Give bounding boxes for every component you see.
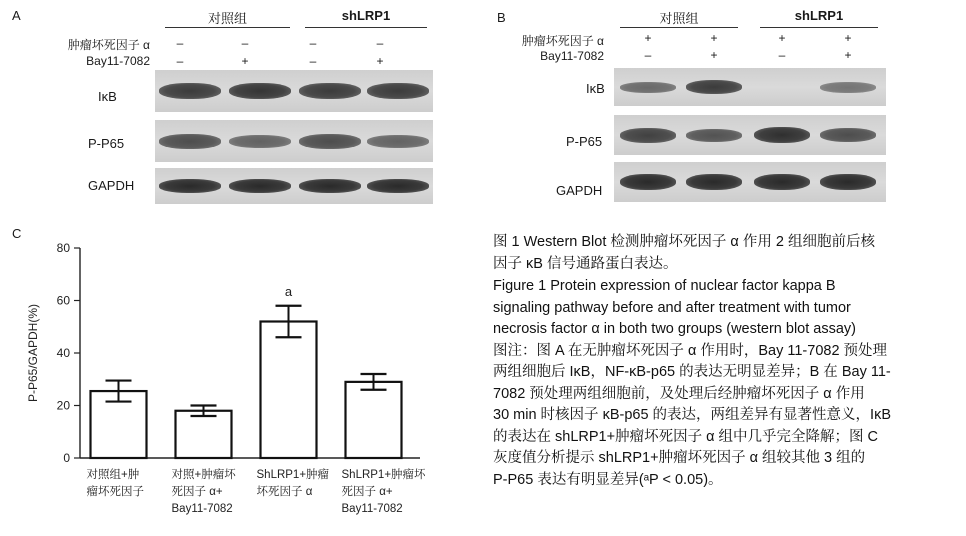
x-tick-label: 坏死因子 α <box>256 486 313 498</box>
condition-mark: + <box>710 48 718 62</box>
panel-a-blot-gapdh <box>155 168 433 204</box>
bar <box>346 382 402 458</box>
blot-band <box>620 128 676 143</box>
blot-band <box>229 179 291 193</box>
condition-mark: – <box>309 54 317 68</box>
caption-line: necrosis factor α in both two groups (western blot assay) <box>493 321 856 337</box>
panel-a-condition-tnf: 肿瘤坏死因子 α <box>67 38 150 52</box>
panel-b-blot-pp65 <box>614 115 886 155</box>
panel-b-group-control: 对照组 <box>659 11 699 26</box>
condition-mark: + <box>376 54 384 68</box>
bar <box>176 411 232 458</box>
caption-line: 7082 预处理两组细胞前，及处理后经肿瘤坏死因子 α 作用 <box>493 385 865 402</box>
blot-band <box>229 83 291 99</box>
y-tick-label: 80 <box>56 241 70 255</box>
x-tick-label: 对照组+肿 <box>86 469 140 481</box>
panel-b-blot-gapdh <box>614 162 886 202</box>
condition-mark: – <box>176 54 184 68</box>
blot-band <box>820 82 876 93</box>
panel-b-blot-ikb <box>614 68 886 106</box>
panel-b-group-shlrp1: shLRP1 <box>794 8 844 23</box>
panel-a-group-control-line <box>165 27 290 28</box>
panel-a-condition-bay: Bay11-7082 <box>86 54 150 68</box>
condition-mark: + <box>844 31 852 45</box>
panel-a-letter: A <box>12 8 21 23</box>
caption-line: 的表达在 shLRP1+肿瘤坏死因子 α 组中几乎完全降解；图 C <box>493 428 879 445</box>
x-tick-label: 死因子 α+ <box>341 486 393 498</box>
x-tick-label: 对照+肿瘤坏 <box>171 469 236 481</box>
panel-b-group-control-line <box>620 27 738 28</box>
significance-marker: a <box>284 283 293 299</box>
blot-band <box>620 82 676 93</box>
condition-mark: + <box>644 31 652 45</box>
panel-c-letter: C <box>12 226 22 241</box>
panel-a-group-shlrp1-line <box>305 27 427 28</box>
panel-a-row-label: GAPDH <box>88 178 135 193</box>
panel-b-row-label: IκB <box>586 81 605 96</box>
panel-a-group-control: 对照组 <box>207 11 247 26</box>
caption-line: 两组细胞后 IκB，NF-κB-p65 的表达无明显差异；B 在 Bay 11- <box>493 364 891 380</box>
condition-mark: + <box>241 54 249 68</box>
condition-mark: – <box>309 36 317 50</box>
blot-band <box>686 80 742 94</box>
x-tick-label: 死因子 α+ <box>171 486 223 498</box>
condition-mark: + <box>710 31 718 45</box>
figure-caption <box>493 232 963 491</box>
panel-b-row-label: GAPDH <box>556 183 603 198</box>
condition-mark: – <box>176 36 184 50</box>
x-tick-label: Bay11-7082 <box>341 503 403 515</box>
blot-band <box>299 179 361 193</box>
y-tick-label: 40 <box>56 346 70 360</box>
y-tick-label: 0 <box>63 451 70 465</box>
panel-a-row-label: IκB <box>98 89 117 104</box>
blot-band <box>367 135 429 148</box>
panel-a-group-shlrp1: shLRP1 <box>341 8 391 23</box>
x-tick-label: Bay11-7082 <box>171 503 233 515</box>
x-tick-label: ShLRP1+肿瘤坏 <box>341 469 426 481</box>
blot-band <box>159 134 221 149</box>
panel-b-row-label: P-P65 <box>566 134 603 149</box>
caption-line: 30 min 时核因子 κB-p65 的表达，两组差异有显著性意义，IκB <box>493 407 891 423</box>
bar-chart <box>0 235 480 535</box>
panel-a-row-label: P-P65 <box>88 136 125 151</box>
condition-mark: + <box>844 48 852 62</box>
caption-line: 灰度值分析提示 shLRP1+肿瘤坏死因子 α 组较其他 3 组的 <box>493 450 866 466</box>
panel-a-blot-ikb <box>155 70 433 112</box>
blot-band <box>367 179 429 193</box>
y-axis-label: P-P65/GAPDH(%) <box>26 303 40 403</box>
y-tick-label: 60 <box>56 293 70 308</box>
blot-band <box>754 174 810 190</box>
caption-line: 图 1 Western Blot 检测肿瘤坏死因子 α 作用 2 组细胞前后核 <box>493 234 875 250</box>
blot-band <box>820 128 876 142</box>
caption-line: 因子 κB 信号通路蛋白表达。 <box>493 255 678 272</box>
condition-mark: – <box>644 48 652 62</box>
blot-band <box>159 179 221 193</box>
panel-b-condition-tnf: 肿瘤坏死因子 α <box>521 34 604 48</box>
condition-mark: + <box>778 31 786 45</box>
blot-band <box>620 174 676 190</box>
caption-line: Figure 1 Protein expression of nuclear factor kappa B <box>493 278 836 294</box>
blot-band <box>299 83 361 99</box>
y-tick-label: 20 <box>56 398 70 413</box>
caption-line: P-P65 表达有明显差异(ᵃP < 0.05)。 <box>493 471 723 488</box>
blot-band <box>299 134 361 149</box>
caption-line: 图注：图 A 在无肿瘤坏死因子 α 作用时，Bay 11-7082 预处理 <box>493 342 888 359</box>
blot-band <box>367 83 429 99</box>
blot-band <box>820 174 876 190</box>
panel-a-blot-pp65 <box>155 120 433 162</box>
blot-band <box>754 127 810 143</box>
blot-band <box>686 129 742 142</box>
condition-mark: – <box>778 48 786 62</box>
blot-band <box>229 135 291 148</box>
condition-mark: – <box>241 36 249 50</box>
panel-b-condition-bay: Bay11-7082 <box>540 49 604 63</box>
condition-mark: – <box>376 36 384 50</box>
x-tick-label: ShLRP1+肿瘤 <box>256 469 330 481</box>
panel-b-letter: B <box>497 10 506 25</box>
caption-line: signaling pathway before and after treatment with tumor <box>493 299 851 316</box>
blot-band <box>686 174 742 190</box>
panel-b-group-shlrp1-line <box>760 27 878 28</box>
x-tick-label: 瘤坏死因子 <box>86 486 144 498</box>
blot-band <box>159 83 221 99</box>
bar <box>261 322 317 459</box>
